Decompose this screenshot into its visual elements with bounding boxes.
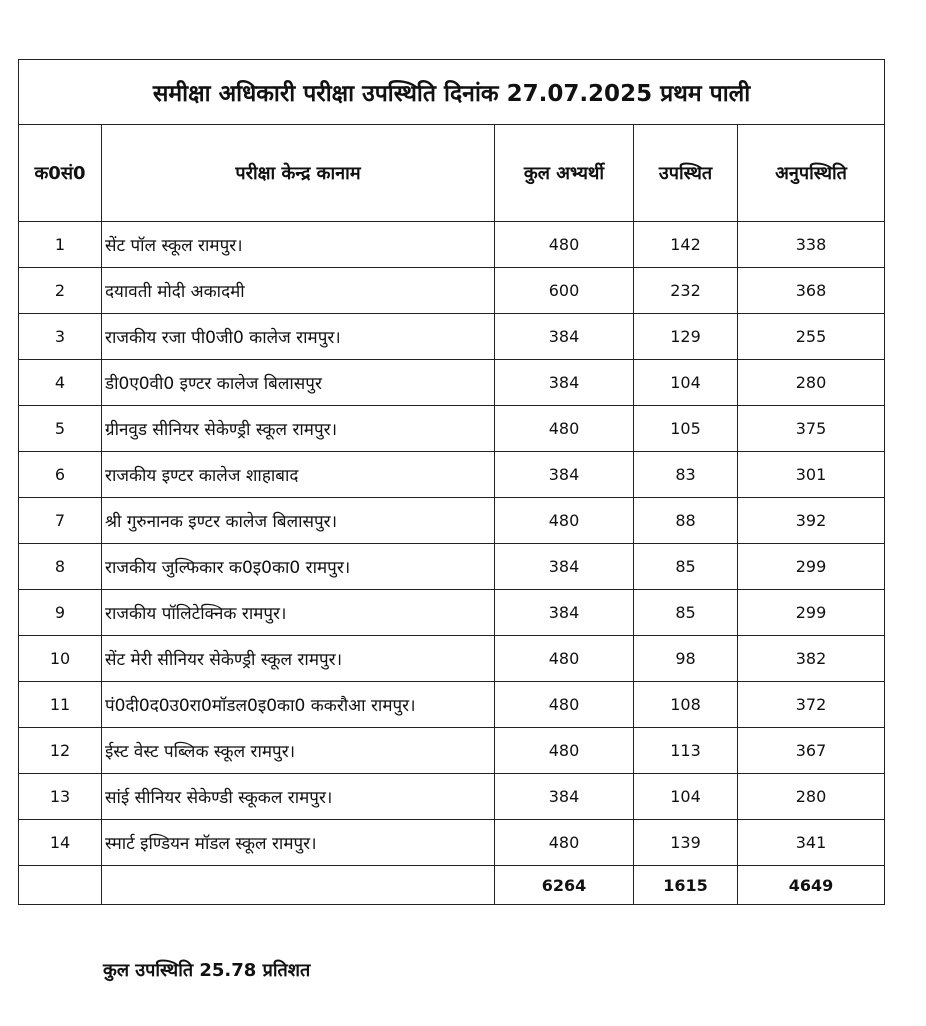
table-row: [19, 774, 885, 820]
center-name-cell: राजकीय पॉलिटेक्निक रामपुर।: [102, 590, 495, 636]
table-row: [19, 682, 885, 728]
absent-cell: 341: [738, 820, 885, 866]
serial-cell: 14: [19, 820, 102, 866]
center-name-cell: सेंट मेरी सीनियर सेकेण्ड्री स्कूल रामपुर।: [102, 636, 495, 682]
total-candidates-cell: 480: [495, 498, 634, 544]
center-name-cell: स्मार्ट इण्डियन मॉडल स्कूल रामपुर।: [102, 820, 495, 866]
table-row: [19, 728, 885, 774]
absent-cell: 280: [738, 360, 885, 406]
overall-attendance-percentage: कुल उपस्थिति 25.78 प्रतिशत: [103, 960, 311, 981]
absent-cell: 375: [738, 406, 885, 452]
present-cell: 108: [634, 682, 738, 728]
table-row: [19, 222, 885, 268]
present-cell: 104: [634, 360, 738, 406]
table-row: [19, 820, 885, 866]
totals-present: 1615: [634, 866, 738, 905]
totals-total-candidates: 6264: [495, 866, 634, 905]
absent-cell: 368: [738, 268, 885, 314]
header-absent: अनुपस्थिति: [738, 125, 885, 222]
center-name-cell: श्री गुरुनानक इण्टर कालेज बिलासपुर।: [102, 498, 495, 544]
totals-serial-cell: [19, 866, 102, 905]
page-title: समीक्षा अधिकारी परीक्षा उपस्थिति दिनांक 27.07.2025 प्रथम पाली: [19, 60, 885, 125]
absent-cell: 338: [738, 222, 885, 268]
table-row: [19, 544, 885, 590]
absent-cell: 299: [738, 544, 885, 590]
total-candidates-cell: 384: [495, 590, 634, 636]
table-row: [19, 452, 885, 498]
present-cell: 139: [634, 820, 738, 866]
serial-cell: 6: [19, 452, 102, 498]
total-candidates-cell: 600: [495, 268, 634, 314]
totals-name-cell: [102, 866, 495, 905]
total-candidates-cell: 384: [495, 360, 634, 406]
absent-cell: 372: [738, 682, 885, 728]
table-row: [19, 636, 885, 682]
header-center-name: परीक्षा केन्द्र कानाम: [102, 125, 495, 222]
center-name-cell: ग्रीनवुड सीनियर सेकेण्ड्री स्कूल रामपुर।: [102, 406, 495, 452]
total-candidates-cell: 480: [495, 728, 634, 774]
center-name-cell: राजकीय रजा पी0जी0 कालेज रामपुर।: [102, 314, 495, 360]
total-candidates-cell: 384: [495, 314, 634, 360]
center-name-cell: राजकीय इण्टर कालेज शाहाबाद: [102, 452, 495, 498]
serial-cell: 4: [19, 360, 102, 406]
header-serial: क0सं0: [19, 125, 102, 222]
center-name-cell: डी0ए0वी0 इण्टर कालेज बिलासपुर: [102, 360, 495, 406]
serial-cell: 3: [19, 314, 102, 360]
serial-cell: 11: [19, 682, 102, 728]
absent-cell: 382: [738, 636, 885, 682]
center-name-cell: दयावती मोदी अकादमी: [102, 268, 495, 314]
total-candidates-cell: 480: [495, 636, 634, 682]
absent-cell: 301: [738, 452, 885, 498]
center-name-cell: सांई सीनियर सेकेण्डी स्कूकल रामपुर।: [102, 774, 495, 820]
table-row: [19, 314, 885, 360]
table-row: [19, 498, 885, 544]
present-cell: 88: [634, 498, 738, 544]
totals-row: [19, 866, 885, 905]
serial-cell: 10: [19, 636, 102, 682]
present-cell: 129: [634, 314, 738, 360]
present-cell: 83: [634, 452, 738, 498]
absent-cell: 280: [738, 774, 885, 820]
total-candidates-cell: 384: [495, 544, 634, 590]
center-name-cell: पं0दी0द0उ0रा0मॉडल0इ0का0 ककरौआ रामपुर।: [102, 682, 495, 728]
serial-cell: 1: [19, 222, 102, 268]
total-candidates-cell: 480: [495, 820, 634, 866]
attendance-table: [18, 59, 885, 905]
total-candidates-cell: 384: [495, 774, 634, 820]
total-candidates-cell: 480: [495, 406, 634, 452]
center-name-cell: सेंट पॉल स्कूल रामपुर।: [102, 222, 495, 268]
serial-cell: 12: [19, 728, 102, 774]
present-cell: 85: [634, 544, 738, 590]
present-cell: 113: [634, 728, 738, 774]
serial-cell: 2: [19, 268, 102, 314]
total-candidates-cell: 480: [495, 682, 634, 728]
absent-cell: 255: [738, 314, 885, 360]
table-row: [19, 360, 885, 406]
table-row: [19, 268, 885, 314]
serial-cell: 7: [19, 498, 102, 544]
total-candidates-cell: 480: [495, 222, 634, 268]
table-row: [19, 590, 885, 636]
totals-absent: 4649: [738, 866, 885, 905]
present-cell: 105: [634, 406, 738, 452]
present-cell: 142: [634, 222, 738, 268]
present-cell: 232: [634, 268, 738, 314]
total-candidates-cell: 384: [495, 452, 634, 498]
header-total-candidates: कुल अभ्यर्थी: [495, 125, 634, 222]
absent-cell: 392: [738, 498, 885, 544]
center-name-cell: ईस्ट वेस्ट पब्लिक स्कूल रामपुर।: [102, 728, 495, 774]
serial-cell: 8: [19, 544, 102, 590]
present-cell: 98: [634, 636, 738, 682]
serial-cell: 5: [19, 406, 102, 452]
center-name-cell: राजकीय जुल्फिकार क0इ0का0 रामपुर।: [102, 544, 495, 590]
absent-cell: 367: [738, 728, 885, 774]
present-cell: 85: [634, 590, 738, 636]
header-row: [19, 125, 885, 222]
serial-cell: 9: [19, 590, 102, 636]
table-body: [19, 222, 885, 866]
serial-cell: 13: [19, 774, 102, 820]
absent-cell: 299: [738, 590, 885, 636]
present-cell: 104: [634, 774, 738, 820]
table-row: [19, 406, 885, 452]
header-present: उपस्थित: [634, 125, 738, 222]
